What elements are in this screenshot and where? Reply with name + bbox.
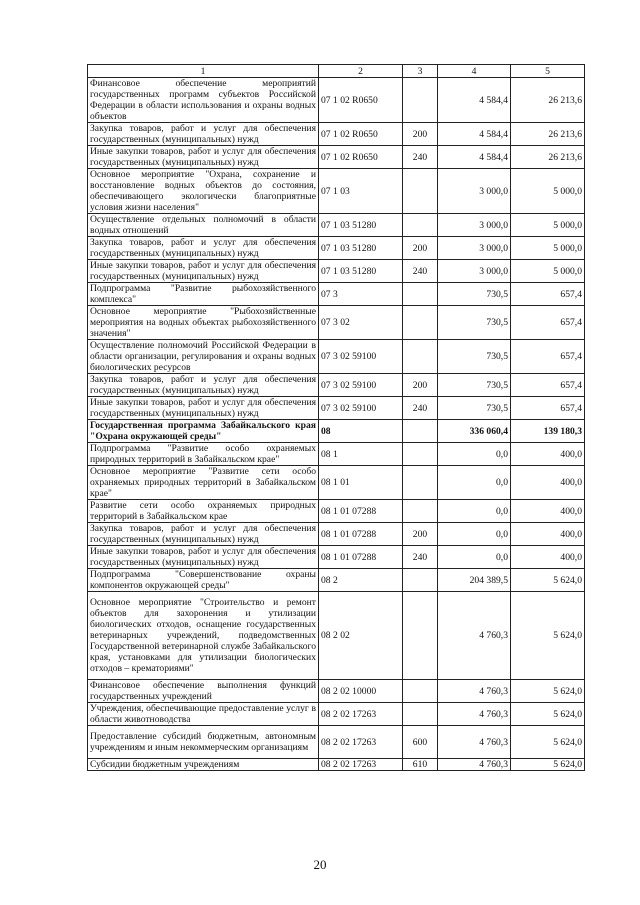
cell-code: 07 3 02 59100: [319, 374, 403, 397]
cell-value-1: 0,0: [438, 546, 511, 569]
cell-expense-type: [403, 306, 438, 340]
cell-name: Подпрограмма "Совершенствование охраны компонентов окружающей среды": [88, 569, 319, 592]
table-row: [88, 306, 585, 340]
table-row: [88, 397, 585, 420]
table-header-row: [88, 65, 585, 78]
header-col-1: 1: [88, 65, 319, 78]
cell-expense-type: 200: [403, 523, 438, 546]
cell-value-1: 4 760,3: [438, 703, 511, 726]
table-row: [88, 680, 585, 703]
cell-value-2: 5 000,0: [511, 169, 585, 214]
cell-expense-type: 600: [403, 726, 438, 759]
cell-code: 08 1 01 07288: [319, 523, 403, 546]
cell-value-2: 5 624,0: [511, 759, 585, 771]
cell-name: Учреждения, обеспечивающие предоставление услуг в области животноводства: [88, 703, 319, 726]
cell-code: 08: [319, 420, 403, 443]
cell-value-2: 657,4: [511, 283, 585, 306]
cell-expense-type: 200: [403, 123, 438, 146]
cell-expense-type: [403, 466, 438, 500]
cell-expense-type: 200: [403, 374, 438, 397]
cell-value-2: 5 624,0: [511, 703, 585, 726]
cell-name: Иные закупки товаров, работ и услуг для обеспечения государственных (муниципальных) нужд: [88, 397, 319, 420]
cell-value-1: 3 000,0: [438, 260, 511, 283]
cell-value-1: 4 760,3: [438, 592, 511, 680]
table-row: [88, 443, 585, 466]
cell-value-2: 657,4: [511, 340, 585, 374]
cell-code: 07 1 03 51280: [319, 214, 403, 237]
cell-value-2: 400,0: [511, 500, 585, 523]
cell-value-2: 26 213,6: [511, 78, 585, 123]
cell-value-2: 5 624,0: [511, 569, 585, 592]
cell-value-1: 4 584,4: [438, 123, 511, 146]
cell-code: 08 2: [319, 569, 403, 592]
cell-value-2: 5 624,0: [511, 680, 585, 703]
cell-value-2: 5 000,0: [511, 260, 585, 283]
cell-name: Закупка товаров, работ и услуг для обеспечения государственных (муниципальных) нужд: [88, 237, 319, 260]
page-number: 20: [313, 857, 327, 872]
cell-code: 07 1 03 51280: [319, 237, 403, 260]
cell-expense-type: [403, 592, 438, 680]
cell-expense-type: 240: [403, 146, 438, 169]
cell-code: 08 2 02: [319, 592, 403, 680]
cell-expense-type: 200: [403, 237, 438, 260]
cell-code: 08 2 02 17263: [319, 726, 403, 759]
cell-expense-type: [403, 340, 438, 374]
cell-name: Основное мероприятие "Развитие сети особо охраняемых природных территорий в Забайкальском крае": [88, 466, 319, 500]
cell-value-1: 0,0: [438, 523, 511, 546]
table-row: [88, 123, 585, 146]
header-col-4: 4: [438, 65, 511, 78]
cell-code: 08 2 02 17263: [319, 703, 403, 726]
cell-value-2: 657,4: [511, 397, 585, 420]
cell-value-1: 730,5: [438, 374, 511, 397]
cell-value-1: 3 000,0: [438, 237, 511, 260]
cell-expense-type: [403, 420, 438, 443]
cell-value-1: 730,5: [438, 283, 511, 306]
table-row: [88, 546, 585, 569]
table-row: [88, 78, 585, 123]
cell-value-1: 730,5: [438, 340, 511, 374]
cell-value-1: 3 000,0: [438, 169, 511, 214]
cell-name: Основное мероприятие "Охрана, сохранение и восстановление водных объектов до состояния, обеспечивающего экологически благоприятные условия жизни населения": [88, 169, 319, 214]
cell-value-2: 400,0: [511, 546, 585, 569]
cell-value-1: 4 760,3: [438, 680, 511, 703]
cell-expense-type: [403, 443, 438, 466]
cell-code: 07 3 02 59100: [319, 397, 403, 420]
cell-value-1: 730,5: [438, 397, 511, 420]
cell-code: 08 1 01: [319, 466, 403, 500]
cell-code: 07 1 02 R0650: [319, 146, 403, 169]
cell-expense-type: [403, 500, 438, 523]
cell-expense-type: [403, 78, 438, 123]
cell-expense-type: [403, 703, 438, 726]
table-row: [88, 703, 585, 726]
header-col-2: 2: [319, 65, 403, 78]
cell-name: Закупка товаров, работ и услуг для обеспечения государственных (муниципальных) нужд: [88, 374, 319, 397]
table-row: [88, 466, 585, 500]
table-row: [88, 169, 585, 214]
cell-name: Осуществление отдельных полномочий в области водных отношений: [88, 214, 319, 237]
table-row: [88, 260, 585, 283]
cell-name: Финансовое обеспечение мероприятий государственных программ субъектов Российской Федерации в области использования и охраны водных объектов: [88, 78, 319, 123]
cell-name: Развитие сети особо охраняемых природных территорий в Забайкальском крае: [88, 500, 319, 523]
cell-value-1: 0,0: [438, 443, 511, 466]
table-row: [88, 283, 585, 306]
cell-value-1: 4 760,3: [438, 726, 511, 759]
cell-expense-type: 240: [403, 397, 438, 420]
cell-name: Предоставление субсидий бюджетным, автономным учреждениям и иным некоммерческим организациям: [88, 726, 319, 759]
cell-value-2: 5 624,0: [511, 726, 585, 759]
cell-expense-type: [403, 569, 438, 592]
cell-name: Финансовое обеспечение выполнения функций государственных учреждений: [88, 680, 319, 703]
cell-expense-type: [403, 283, 438, 306]
cell-value-2: 400,0: [511, 523, 585, 546]
table-row: [88, 500, 585, 523]
cell-code: 08 2 02 10000: [319, 680, 403, 703]
cell-code: 07 1 03: [319, 169, 403, 214]
cell-expense-type: 240: [403, 546, 438, 569]
cell-name: Иные закупки товаров, работ и услуг для обеспечения государственных (муниципальных) нужд: [88, 546, 319, 569]
cell-value-2: 26 213,6: [511, 146, 585, 169]
cell-value-2: 5 624,0: [511, 592, 585, 680]
cell-code: 08 2 02 17263: [319, 759, 403, 771]
table-row: [88, 374, 585, 397]
cell-name: Основное мероприятие "Строительство и ремонт объектов для захоронения и утилизации биологических отходов, оснащение государственных ветеринарных учреждений, подведомственных Государственной ветеринарной службе Забайкальского края, установками для утилизации биологических отходов – крематориями": [88, 592, 319, 680]
cell-value-2: 5 000,0: [511, 237, 585, 260]
cell-name: Осуществление полномочий Российской Федерации в области организации, регулирования и охраны водных биологических ресурсов: [88, 340, 319, 374]
cell-code: 07 3: [319, 283, 403, 306]
table-body: [88, 78, 585, 771]
cell-expense-type: 610: [403, 759, 438, 771]
cell-name: Субсидии бюджетным учреждениям: [88, 759, 319, 771]
cell-expense-type: [403, 680, 438, 703]
cell-code: 07 3 02: [319, 306, 403, 340]
cell-expense-type: [403, 214, 438, 237]
cell-code: 08 1: [319, 443, 403, 466]
header-col-3: 3: [403, 65, 438, 78]
cell-value-1: 3 000,0: [438, 214, 511, 237]
cell-value-1: 730,5: [438, 306, 511, 340]
cell-code: 07 3 02 59100: [319, 340, 403, 374]
table-row: [88, 523, 585, 546]
cell-value-2: 657,4: [511, 306, 585, 340]
cell-value-1: 4 584,4: [438, 146, 511, 169]
cell-value-2: 400,0: [511, 443, 585, 466]
cell-value-2: 5 000,0: [511, 214, 585, 237]
table-row: [88, 759, 585, 771]
cell-value-1: 336 060,4: [438, 420, 511, 443]
cell-expense-type: [403, 169, 438, 214]
budget-table: [87, 64, 585, 771]
cell-value-2: 657,4: [511, 374, 585, 397]
table-row: [88, 420, 585, 443]
cell-value-1: 4 584,4: [438, 78, 511, 123]
cell-name: Подпрограмма "Развитие особо охраняемых природных территорий в Забайкальском крае": [88, 443, 319, 466]
cell-code: 08 1 01 07288: [319, 500, 403, 523]
table-row: [88, 214, 585, 237]
cell-name: Подпрограмма "Развитие рыбохозяйственного комплекса": [88, 283, 319, 306]
cell-code: 07 1 02 R0650: [319, 123, 403, 146]
cell-name: Основное мероприятие "Рыбохозяйственные мероприятия на водных объектах рыбохозяйственного значения": [88, 306, 319, 340]
cell-value-1: 4 760,3: [438, 759, 511, 771]
cell-value-1: 0,0: [438, 500, 511, 523]
table-row: [88, 237, 585, 260]
cell-name: Иные закупки товаров, работ и услуг для обеспечения государственных (муниципальных) нужд: [88, 146, 319, 169]
table-row: [88, 569, 585, 592]
cell-name: Иные закупки товаров, работ и услуг для обеспечения государственных (муниципальных) нужд: [88, 260, 319, 283]
cell-code: 07 1 03 51280: [319, 260, 403, 283]
table-row: [88, 146, 585, 169]
cell-code: 08 1 01 07288: [319, 546, 403, 569]
cell-value-1: 0,0: [438, 466, 511, 500]
cell-name: Закупка товаров, работ и услуг для обеспечения государственных (муниципальных) нужд: [88, 523, 319, 546]
table-row: [88, 340, 585, 374]
cell-name: Государственная программа Забайкальского края "Охрана окружающей среды": [88, 420, 319, 443]
cell-value-2: 26 213,6: [511, 123, 585, 146]
table-row: [88, 592, 585, 680]
table-row: [88, 726, 585, 759]
cell-value-2: 139 180,3: [511, 420, 585, 443]
cell-code: 07 1 02 R0650: [319, 78, 403, 123]
cell-expense-type: 240: [403, 260, 438, 283]
cell-value-1: 204 389,5: [438, 569, 511, 592]
cell-name: Закупка товаров, работ и услуг для обеспечения государственных (муниципальных) нужд: [88, 123, 319, 146]
cell-value-2: 400,0: [511, 466, 585, 500]
header-col-5: 5: [511, 65, 585, 78]
